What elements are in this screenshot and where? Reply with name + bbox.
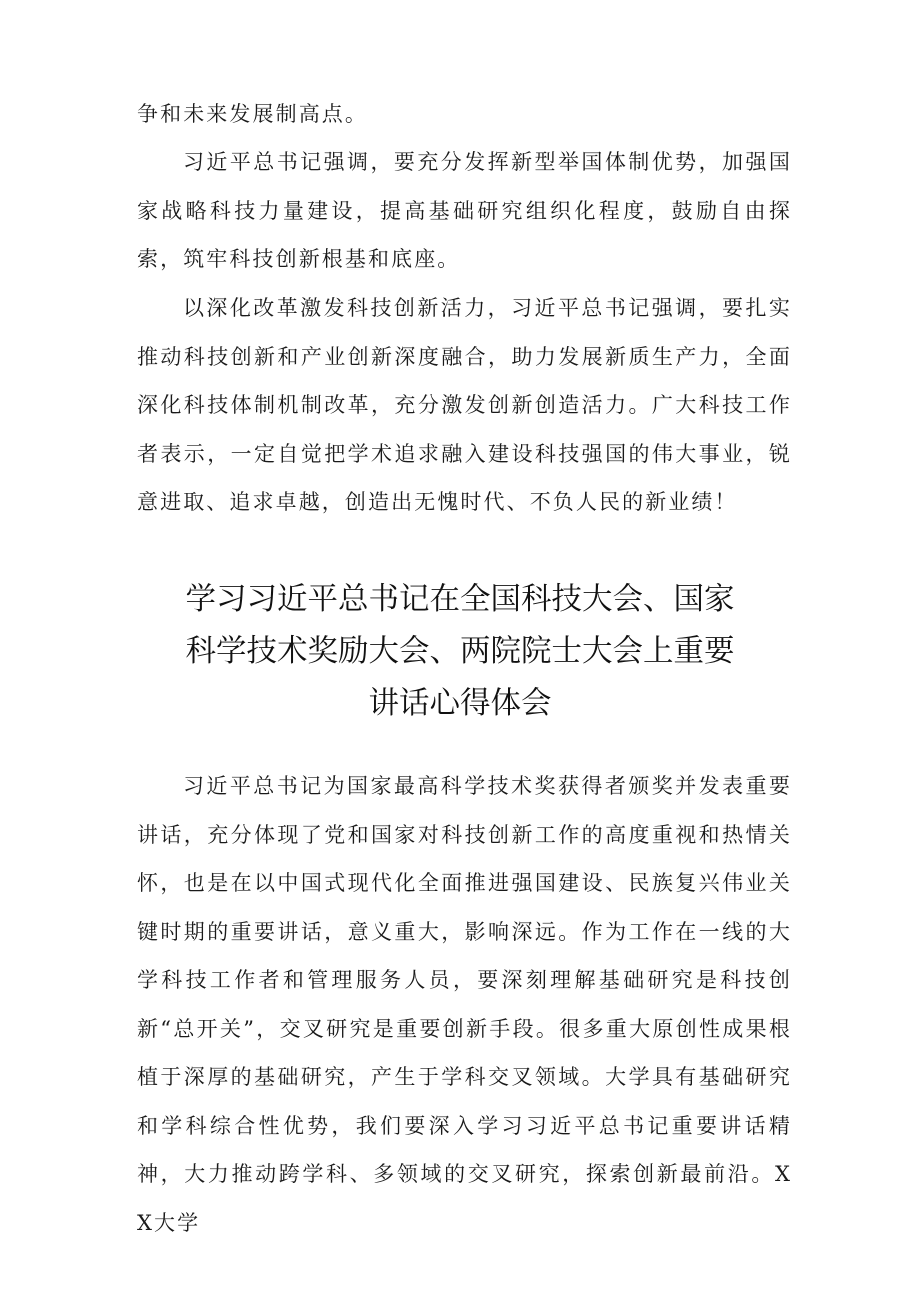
paragraph-new-system: 习近平总书记强调，要充分发挥新型举国体制优势，加强国家战略科技力量建设，提高基础研究组织化程度，鼓励自由探索，筑牢科技创新根基和底座。: [137, 150, 792, 271]
paragraph-speech-significance: 习近平总书记为国家最高科学技术奖获得者颁奖并发表重要讲话，充分体现了党和国家对科技创新工作的高度重视和热情关怀，也是在以中国式现代化全面推进强国建设、民族复兴伟业关键时期的重要讲话，意义重大，影响深远。作为工作在一线的大学科技工作者和管理服务人员，要深刻理解基础研究是科技创新“总开关”，交叉研究是重要创新手段。很多重大原创性成果根植于深厚的基础研究，产生于学科交叉领域。大学具有基础研究和学科综合性优势，我们要深入学习习近平总书记重要讲话精神，大力推动跨学科、多领域的交叉研究，探索创新最前沿。XX大学: [137, 774, 792, 1235]
title-line-2: 科学技术奖励大会、两院院士大会上重要: [185, 634, 735, 669]
title-line-1: 学习习近平总书记在全国科技大会、国家: [185, 582, 735, 617]
paragraph-reform: 以深化改革激发科技创新活力，习近平总书记强调，要扎实推动科技创新和产业创新深度融合，助力发展新质生产力，全面深化科技体制机制改革，充分激发创新创造活力。广大科技工作者表示，一定自觉把学术追求融入建设科技强国的伟大事业，锐意进取、追求卓越，创造出无愧时代、不负人民的新业绩！: [137, 296, 792, 514]
paragraph-continuation: 争和未来发展制高点。: [137, 102, 368, 126]
title-line-3: 讲话心得体会: [368, 686, 552, 721]
article-title: [110, 574, 810, 730]
